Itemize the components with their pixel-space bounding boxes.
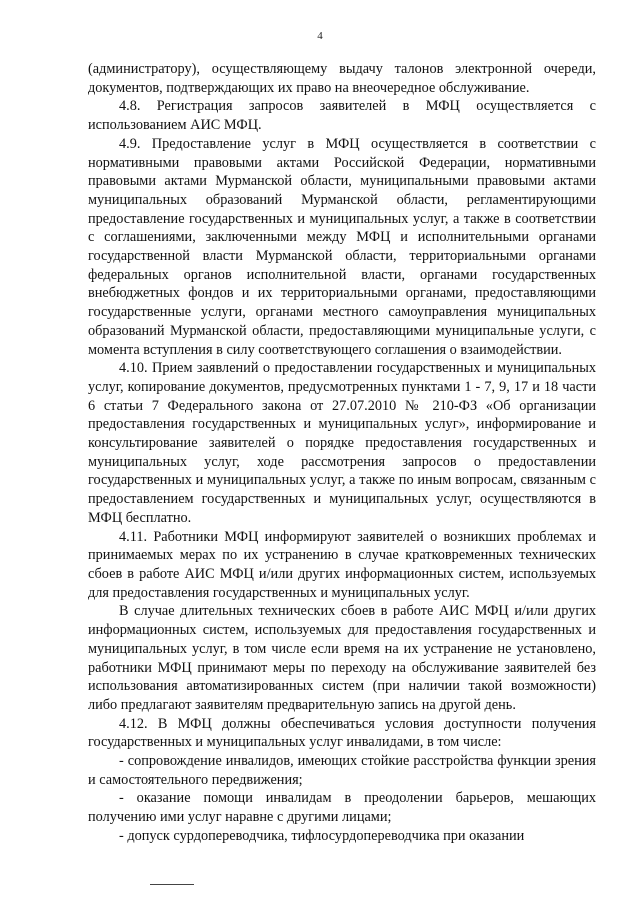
paragraph-4-10: 4.10. Прием заявлений о предоставлении государственных и муниципальных услуг, копирование документов, предусмотренных пунктами 1 - 7, 9, 17 и 18 части 6 статьи 7 Федерального закона от 27.07.2010 № 210-ФЗ «Об организации предоставления государственных и муниципальных услуг», информирование и консультирование заявителей о порядке предоставления государственных и муниципальных услуг, ходе рассмотрения запросов о предоставлении государственных и муниципальных услуг, а также по иным вопросам, связанным с предоставлением государственных и муниципальных услуг, осуществляются в МФЦ бесплатно.: [88, 360, 596, 526]
paragraph-4-11: 4.11. Работники МФЦ информируют заявителей о возникших проблемах и принимаемых мерах по их устранению в случае кратковременных технических сбоев в работе АИС МФЦ и/или других информационных систем, используемых для предоставления государственных и муниципальных услуг.: [88, 528, 596, 601]
document-body: [88, 60, 596, 846]
paragraph-technical-failures: В случае длительных технических сбоев в работе АИС МФЦ и/или других информационных систем, используемых для предоставления государственных и муниципальных услуг, в том числе если время на их устранение не установлено, работники МФЦ принимают меры по переходу на обслуживание заявителей без использования автоматизированных систем (при наличии такой возможности) либо предлагают заявителям предварительную запись на другой день.: [88, 603, 596, 713]
paragraph-4-12: 4.12. В МФЦ должны обеспечиваться условия доступности получения государственных и муниципальных услуг инвалидами, в том числе:: [88, 715, 596, 751]
list-item: - оказание помощи инвалидам в преодолении барьеров, мешающих получению ими услуг наравне с другими лицами;: [88, 790, 596, 826]
list-item: - сопровождение инвалидов, имеющих стойкие расстройства функции зрения и самостоятельного передвижения;: [88, 753, 596, 788]
paragraph-4-9: 4.9. Предоставление услуг в МФЦ осуществляется в соответствии с нормативными правовыми актами Российской Федерации, нормативными правовыми актами Мурманской области, муниципальными правовыми актами муниципальных образований Мурманской области, регламентирующими предоставление государственных и муниципальных услуг, а также в соответствии с соглашениями, заключенными между МФЦ и исполнительными органами государственной власти Мурманской области, территориальными органами федеральных органов исполнительной власти, органами государственных внебюджетных фондов и их территориальными органами, предоставляющими государственные услуги, органами местного самоуправления муниципальных образований Мурманской области, предоставляющими муниципальные услуги, с момента вступления в силу соответствующего соглашения о взаимодействии.: [88, 135, 596, 358]
page-number: 4: [317, 30, 323, 42]
footnote-rule: [150, 884, 194, 885]
list-item: - допуск сурдопереводчика, тифлосурдопереводчика при оказании: [119, 827, 525, 844]
paragraph-4-8: 4.8. Регистрация запросов заявителей в МФЦ осуществляется с использованием АИС МФЦ.: [88, 98, 596, 134]
paragraph: (администратору), осуществляющему выдачу талонов электронной очереди, документов, подтверждающих их право на внеочередное обслуживание.: [88, 61, 596, 96]
